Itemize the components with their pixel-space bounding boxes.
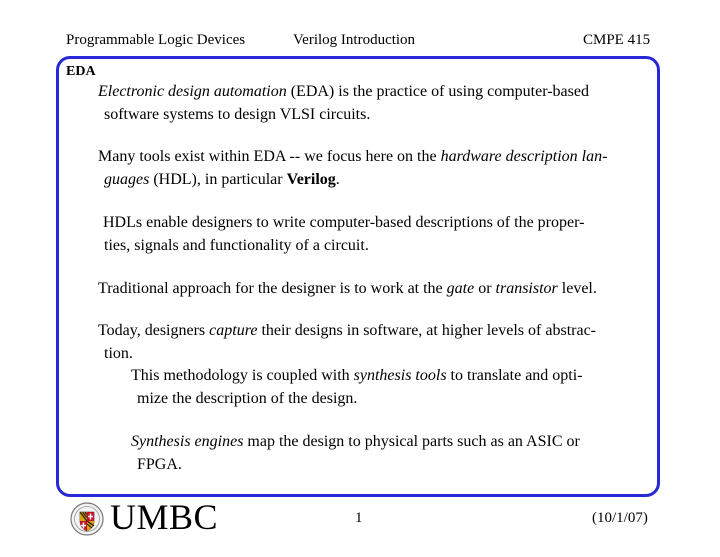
term-capture: capture bbox=[209, 322, 258, 339]
header-topic: Verilog Introduction bbox=[293, 32, 416, 48]
text-span: their designs in software, at higher levels of abstrac- bbox=[257, 322, 596, 339]
umbc-seal-icon bbox=[70, 502, 104, 536]
term-eda: Electronic design automation bbox=[98, 83, 287, 100]
page-number: 1 bbox=[355, 510, 363, 526]
paragraph-7-line-1 bbox=[131, 432, 580, 452]
text-span: level. bbox=[557, 280, 597, 297]
header-course-title: Programmable Logic Devices bbox=[66, 32, 246, 48]
text-span: to translate and opti- bbox=[446, 367, 583, 384]
paragraph-1-line-1 bbox=[98, 82, 589, 102]
text-span: . bbox=[335, 171, 340, 188]
paragraph-2-line-1 bbox=[98, 147, 607, 167]
paragraph-6-line-2: mize the description of the design. bbox=[137, 390, 358, 407]
text-span: Many tools exist within EDA -- we focus here on the bbox=[98, 148, 441, 165]
term-verilog: Verilog bbox=[286, 171, 336, 188]
term-synthesis-engines: Synthesis engines bbox=[131, 433, 244, 450]
paragraph-3-line-1: HDLs enable designers to write computer-based descriptions of the proper- bbox=[103, 214, 585, 231]
text-span: map the design to physical parts such as an ASIC or bbox=[243, 433, 580, 450]
term-synthesis-tools: synthesis tools bbox=[353, 367, 447, 384]
umbc-logo-text: UMBC bbox=[110, 497, 219, 537]
text-span: (EDA) is the practice of using computer-based bbox=[286, 83, 589, 100]
paragraph-6-line-1 bbox=[131, 366, 583, 386]
paragraph-3-line-2: ties, signals and functionality of a circuit. bbox=[104, 237, 369, 254]
paragraph-2-line-2 bbox=[104, 170, 340, 190]
term-gate: gate bbox=[446, 280, 475, 297]
term-transistor: transistor bbox=[495, 280, 558, 297]
paragraph-4 bbox=[98, 279, 597, 299]
text-span: (HDL), in particular bbox=[149, 171, 287, 188]
paragraph-7-line-2: FPGA. bbox=[137, 456, 182, 473]
paragraph-5-line-1 bbox=[98, 321, 596, 341]
slide-date: (10/1/07) bbox=[592, 510, 648, 526]
term-hdl-cont: guages bbox=[104, 171, 150, 188]
text-span: Traditional approach for the designer is to work at the bbox=[98, 280, 447, 297]
text-span: Today, designers bbox=[98, 322, 210, 339]
text-span: or bbox=[474, 280, 496, 297]
paragraph-5-line-2: tion. bbox=[104, 345, 133, 362]
header-course-code: CMPE 415 bbox=[583, 32, 651, 48]
term-hdl: hardware description lan- bbox=[440, 148, 608, 165]
text-span: This methodology is coupled with bbox=[131, 367, 354, 384]
section-title: EDA bbox=[66, 64, 96, 79]
paragraph-1-line-2: software systems to design VLSI circuits. bbox=[104, 106, 371, 123]
